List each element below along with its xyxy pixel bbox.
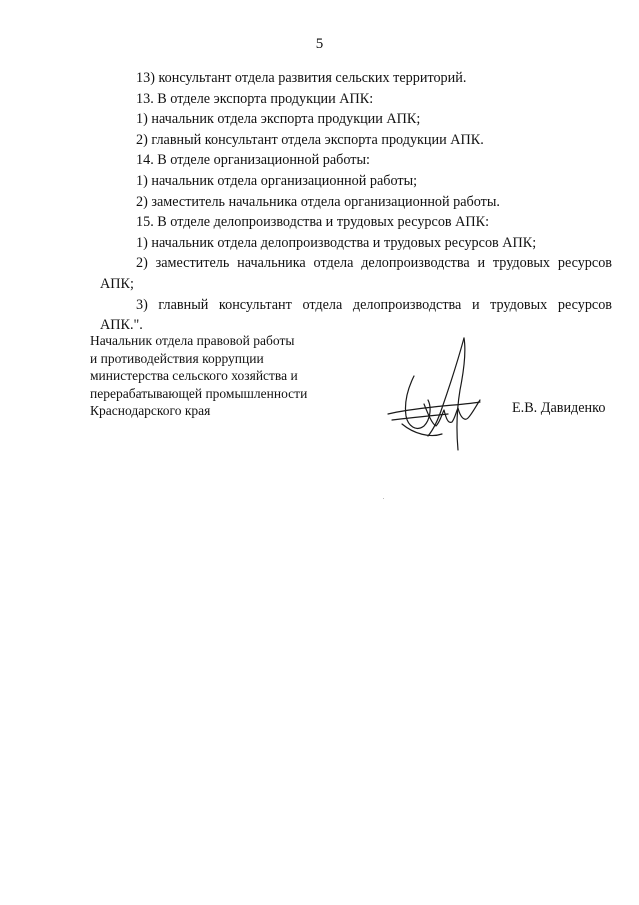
list-item: 3) главный консультант отдела делопроизводства и трудовых ресурсов <box>136 296 612 313</box>
list-item: 1) начальник отдела экспорта продукции АПК; <box>136 111 421 128</box>
signatory-title-line: перерабатывающей промышленности <box>90 385 308 401</box>
section-heading: 15. В отделе делопроизводства и трудовых ресурсов АПК: <box>136 214 490 231</box>
signature-icon <box>384 330 494 455</box>
signatory-title <box>90 332 390 420</box>
signatory-title-line: Начальник отдела правовой работы <box>90 333 295 348</box>
scan-speck <box>383 498 384 499</box>
signatory-title-line: и противодействия коррупции <box>90 350 264 366</box>
list-item-continuation: АПК; <box>100 275 134 292</box>
list-item: 2) заместитель начальника отдела организационной работы. <box>136 193 500 210</box>
signatory-title-line: министерства сельского хозяйства и <box>90 368 298 384</box>
list-item: 1) начальник отдела делопроизводства и трудовых ресурсов АПК; <box>136 234 537 251</box>
list-item: 1) начальник отдела организационной работы; <box>136 172 418 189</box>
section-heading: 13. В отделе экспорта продукции АПК: <box>136 90 374 107</box>
signatory-name: Е.В. Давиденко <box>512 400 606 416</box>
list-item-continuation: АПК.". <box>100 317 143 334</box>
list-item: 2) заместитель начальника отдела делопроизводства и трудовых ресурсов <box>136 255 612 272</box>
signatory-title-line: Краснодарского края <box>90 403 211 419</box>
list-item: 2) главный консультант отдела экспорта продукции АПК. <box>136 131 484 148</box>
document-body <box>100 68 612 336</box>
list-item: 13) консультант отдела развития сельских территорий. <box>136 70 467 86</box>
section-heading: 14. В отделе организационной работы: <box>136 152 370 169</box>
page-number: 5 <box>315 36 324 52</box>
